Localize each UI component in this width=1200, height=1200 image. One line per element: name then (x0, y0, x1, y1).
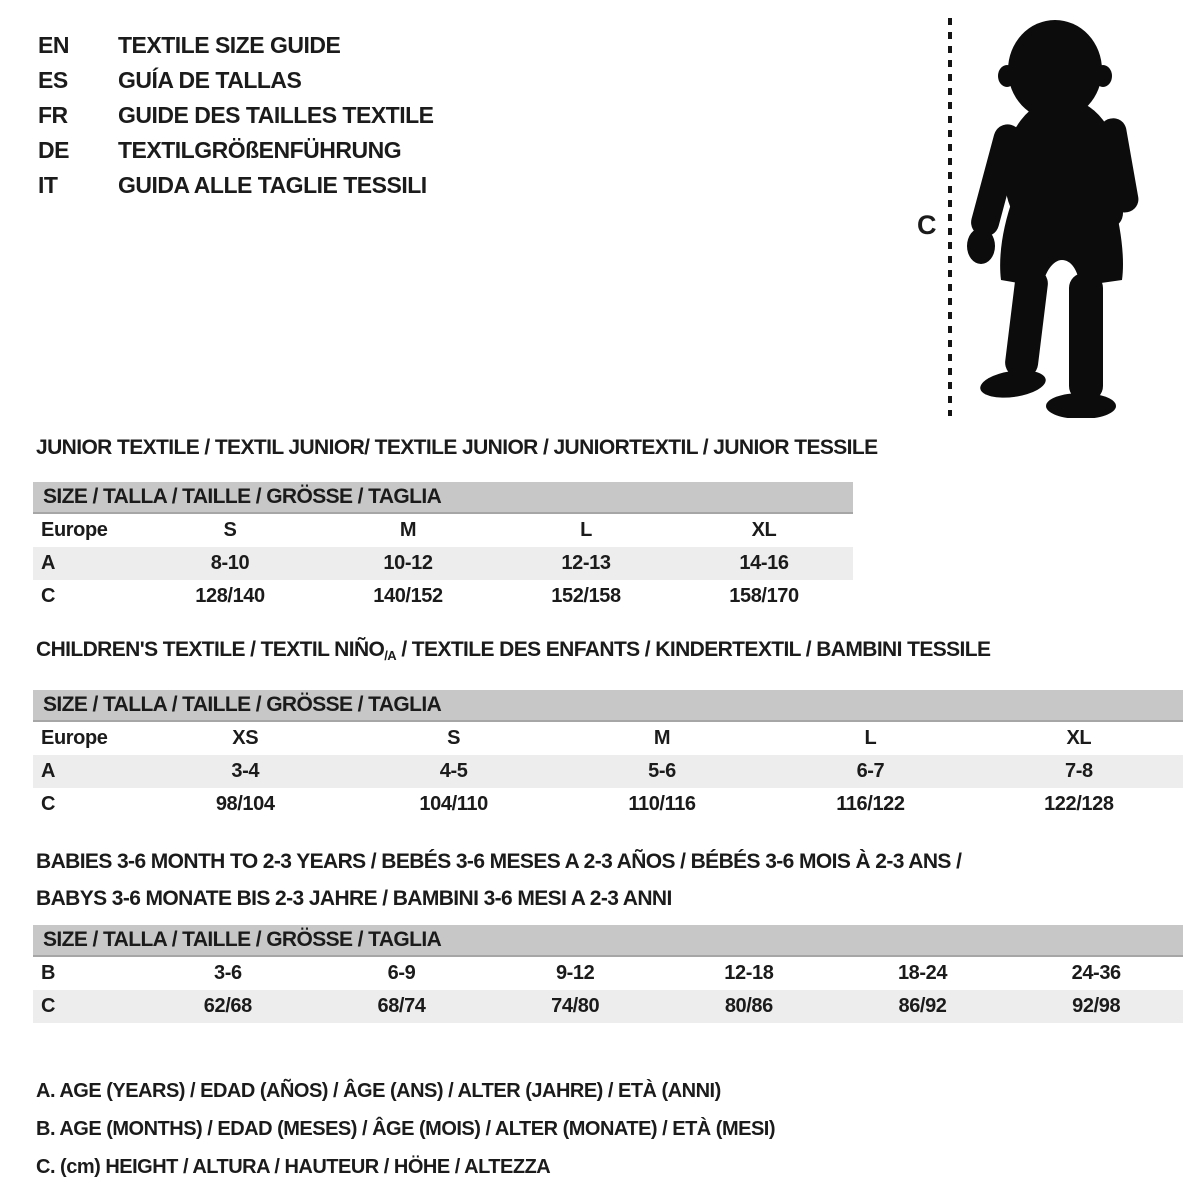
row-label: C (41, 585, 56, 607)
language-title-list (38, 28, 434, 203)
table-cell: XS (232, 727, 259, 749)
toddler-silhouette-icon (965, 18, 1143, 418)
table-cell: 80/86 (724, 995, 773, 1017)
height-figure (903, 14, 1163, 426)
table-cell: 3-6 (213, 962, 242, 984)
language-code: IT (38, 172, 58, 198)
table-row (33, 957, 1183, 990)
table-row (33, 547, 853, 580)
language-code: EN (38, 32, 69, 58)
table-row (33, 755, 1183, 788)
table-cell: 104/110 (419, 793, 488, 815)
table-cell: 10-12 (383, 552, 433, 574)
guide-title: GUIDE DES TAILLES TEXTILE (118, 102, 434, 128)
table-row (33, 722, 1183, 755)
children-title-subscript: /A (384, 648, 397, 663)
guide-title: GUÍA DE TALLAS (118, 67, 302, 93)
language-row (38, 168, 434, 203)
table-cell: 140/152 (373, 585, 443, 607)
table-cell: XL (751, 519, 777, 541)
table-cell: 74/80 (551, 995, 600, 1017)
table-cell: 8-10 (210, 552, 250, 574)
row-label: A (41, 760, 56, 782)
guide-title: TEXTILE SIZE GUIDE (118, 32, 341, 58)
height-measure-label: C (917, 210, 937, 240)
table-cell: S (447, 727, 461, 749)
table-cell: 116/122 (836, 793, 905, 815)
table-cell: 92/98 (1072, 995, 1121, 1017)
table-cell: S (223, 519, 237, 541)
table-cell: 7-8 (1064, 760, 1093, 782)
table-cell: L (864, 727, 877, 749)
legend-line-b: B. AGE (MONTHS) / EDAD (MESES) / ÂGE (MOIS) / ALTER (MONATE) / ETÀ (MESI) (36, 1117, 776, 1140)
language-row (38, 133, 434, 168)
table-cell: 128/140 (195, 585, 265, 607)
children-title-post: / TEXTILE DES ENFANTS / KINDERTEXTIL / BAMBINI TESSILE (396, 638, 991, 661)
babies-section-title-line2: BABYS 3-6 MONATE BIS 2-3 JAHRE / BAMBINI 3-6 MESI A 2-3 ANNI (36, 887, 672, 910)
junior-size-table (33, 482, 853, 613)
babies-size-table (33, 925, 1183, 1023)
size-header-bar: SIZE / TALLA / TAILLE / GRÖSSE / TAGLIA (33, 482, 853, 514)
row-label: A (41, 552, 56, 574)
row-label: C (41, 793, 56, 815)
table-cell: 6-7 (856, 760, 885, 782)
table-row (33, 788, 1183, 821)
height-measure-line (948, 18, 952, 416)
babies-section-title-line1: BABIES 3-6 MONTH TO 2-3 YEARS / BEBÉS 3-6 MESES A 2-3 AÑOS / BÉBÉS 3-6 MOIS À 2-3 ANS / (36, 850, 962, 873)
children-title-pre: CHILDREN'S TEXTILE / TEXTIL NIÑO (36, 638, 385, 661)
legend-line-a: A. AGE (YEARS) / EDAD (AÑOS) / ÂGE (ANS) / ALTER (JAHRE) / ETÀ (ANNI) (36, 1079, 721, 1102)
table-row (33, 990, 1183, 1023)
size-header-bar: SIZE / TALLA / TAILLE / GRÖSSE / TAGLIA (33, 925, 1183, 957)
table-row (33, 580, 853, 613)
language-row (38, 98, 434, 133)
children-size-table (33, 690, 1183, 821)
row-label: Europe (41, 519, 108, 541)
table-cell: 12-13 (561, 552, 611, 574)
table-cell: 12-18 (724, 962, 774, 984)
table-cell: 18-24 (897, 962, 948, 984)
measure-legend (36, 1072, 775, 1186)
guide-title: TEXTILGRÖßENFÜHRUNG (118, 137, 402, 163)
junior-section-title: JUNIOR TEXTILE / TEXTIL JUNIOR/ TEXTILE JUNIOR / JUNIORTEXTIL / JUNIOR TESSILE (36, 436, 878, 459)
legend-line-c: C. (cm) HEIGHT / ALTURA / HAUTEUR / HÖHE / ALTEZZA (36, 1155, 551, 1178)
table-row (33, 514, 853, 547)
table-cell: 158/170 (729, 585, 799, 607)
table-cell: XL (1066, 727, 1092, 749)
table-cell: 3-4 (231, 760, 260, 782)
table-cell: 68/74 (377, 995, 426, 1017)
language-row (38, 63, 434, 98)
children-section-title (36, 638, 990, 663)
table-cell: 24-36 (1071, 962, 1121, 984)
table-cell: 6-9 (387, 962, 416, 984)
language-code: ES (38, 67, 68, 93)
guide-title: GUIDA ALLE TAGLIE TESSILI (118, 172, 427, 198)
table-cell: 86/92 (898, 995, 947, 1017)
table-cell: 110/116 (628, 793, 696, 815)
table-cell: 9-12 (555, 962, 595, 984)
table-cell: 5-6 (648, 760, 676, 782)
table-cell: 4-5 (439, 760, 468, 782)
table-cell: 62/68 (203, 995, 252, 1017)
row-label: Europe (41, 727, 108, 749)
row-label: C (41, 995, 56, 1017)
table-cell: M (653, 727, 671, 749)
table-cell: 14-16 (739, 552, 789, 574)
row-label: B (41, 962, 56, 984)
size-header-bar: SIZE / TALLA / TAILLE / GRÖSSE / TAGLIA (33, 690, 1183, 722)
table-cell: M (399, 519, 417, 541)
language-code: FR (38, 102, 68, 128)
table-cell: 152/158 (551, 585, 621, 607)
table-cell: 98/104 (215, 793, 275, 815)
table-cell: 122/128 (1044, 793, 1114, 815)
language-row (38, 28, 434, 63)
language-code: DE (38, 137, 69, 163)
table-cell: L (580, 519, 592, 541)
